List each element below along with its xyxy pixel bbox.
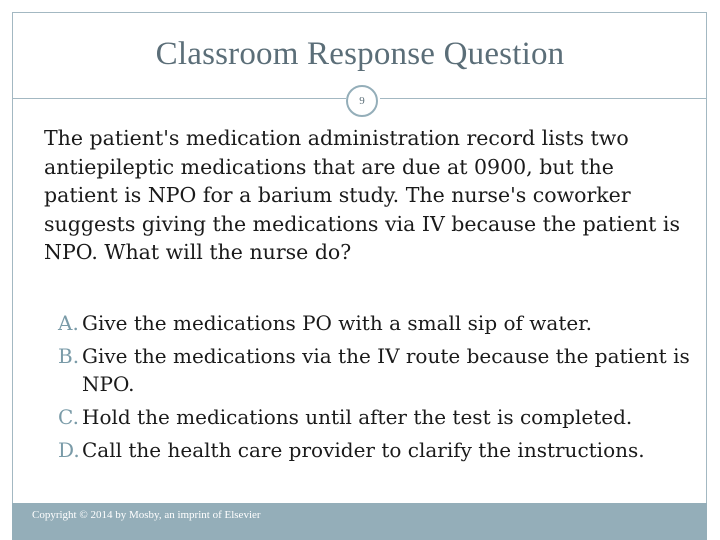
- answer-option-a[interactable]: [58, 309, 698, 337]
- footer-bar: [12, 503, 707, 540]
- answer-option-c[interactable]: [58, 403, 698, 431]
- answer-option-b[interactable]: [58, 342, 698, 398]
- option-letter: C.: [58, 405, 79, 429]
- question-stem: The patient's medication administration record lists two antiepileptic medications that are due at 0900, but the patient is NPO for a barium study. The nurse's coworker suggests giving the medications via IV because the patient is NPO. What will the nurse do?: [44, 126, 680, 264]
- option-letter: D.: [58, 438, 80, 462]
- answer-option-d[interactable]: [58, 436, 698, 464]
- option-text: Give the medications via the IV route because the patient is NPO.: [82, 344, 690, 396]
- slide-number-badge: 9: [346, 85, 378, 117]
- option-text: Call the health care provider to clarify the instructions.: [82, 438, 645, 462]
- title-divider-left: [12, 98, 346, 99]
- option-letter: B.: [58, 344, 80, 368]
- option-text: Give the medications PO with a small sip of water.: [82, 311, 592, 335]
- slide-title: Classroom Response Question: [155, 36, 565, 72]
- option-letter: A.: [58, 311, 79, 335]
- option-text: Hold the medications until after the test is completed.: [82, 405, 633, 429]
- copyright-notice: Copyright © 2014 by Mosby, an imprint of Elsevier: [32, 509, 261, 521]
- answer-options: [58, 309, 698, 469]
- title-divider-right: [380, 98, 707, 99]
